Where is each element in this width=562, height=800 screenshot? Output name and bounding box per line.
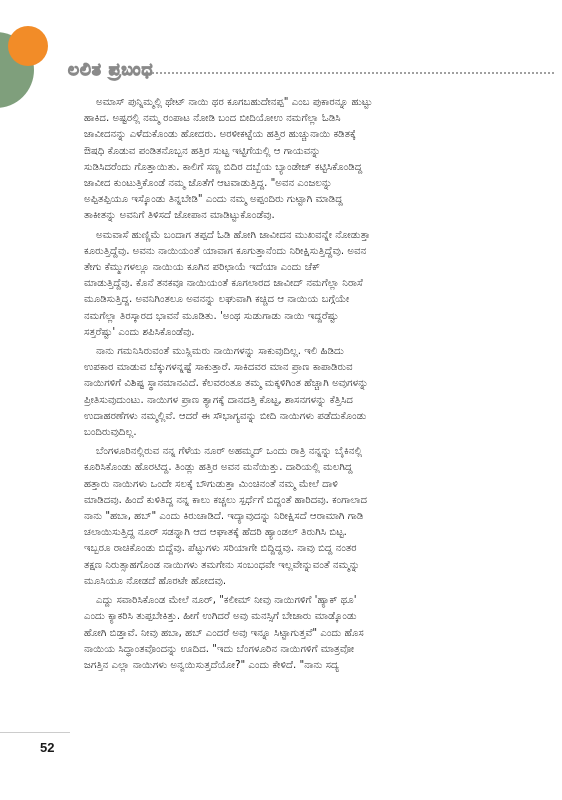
text-line: ತೇಗು ಕೆಮ್ಮುಗಳಲ್ಲೂ ನಾಯಿಯ ಕೂಗಿನ ಪರಿಛಾಯೆ ಇದೆಯಾ ಎಂದು ಚೆಕ್ (84, 262, 320, 274)
text-line: ಉಪಕಾರ ಮಾಡುವ ಬೆಕ್ಕುಗಳನ್ನಷ್ಟೆ ಸಾಕುತ್ತಾರೆ. ಸಾಕಿದವರ ಮಾನ ಪ್ರಾಣ ಕಾಪಾಡಿರುವ (84, 362, 353, 374)
text-line: ನಾಯಿಗಳಿಗೆ ವಿಶಿಷ್ಟ ಸ್ಥಾನಮಾನವಿದೆ. ಕೆಲವರಂತೂ ತಮ್ಮ ಮಕ್ಕಳಿಗಿಂತ ಹೆಚ್ಚಾಗಿ ಅವುಗಳನ್ನು (84, 378, 369, 390)
text-line: ಇಬ್ಬರೂ ರಾಚಿಕೊಂಡು ಬಿದ್ದೆವು. ಪೆಟ್ಟುಗಳು ಸರಿಯಾಗೇ ಬಿದ್ದಿದ್ದವು. ನಾವು ಬಿದ್ದ ನಂತರ (84, 543, 357, 555)
page-number: 52 (40, 740, 55, 755)
text-line: ನಾನು "ಹಬಾ, ಹಬ್" ಎಂದು ಕಿರುಚಾಡಿದೆ. ಇದ್ಯಾವುದನ್ನು ನಿರೀಕ್ಷಿಸದೆ ಆರಾಮಾಗಿ ಗಾಡಿ (84, 511, 364, 523)
text-line: ಔಷಧಿ ಕೊಡುವ ಪಂಡಿತನೊಬ್ಬನ ಹತ್ತಿರ ಸುಟ್ಟ ಇಟ್ಟಿಗೆಯಲ್ಲಿ ಆ ಗಾಯವನ್ನು (84, 145, 321, 157)
text-line: ಅಮವಾಸೆ ಹುಣ್ಣಿಮೆ ಬಂದಾಗ ತಪ್ಪದೆ ಓಡಿ ಹೋಗಿ ಜಾವೀದನ ಮುಖವನ್ನೇ ನೋಡುತ್ತಾ (96, 229, 371, 241)
text-line: ಅಮಾಸ್ ಪುನ್ನಿಮ್ಮಲ್ಲಿ ಥೇಟ್ ನಾಯಿ ಥರ ಕೂಗಬಹುದೇನಪ್ಪ" ಎಂಬ ಪುಕಾರನ್ನೂ ಹುಟ್ಟು (96, 97, 373, 108)
footer-rule (0, 732, 70, 733)
text-line: ಹೋಗಿ ಬಿಡ್ತಾವೆ. ನೀವು ಹಬಾ, ಹಬ್ ಎಂದರೆ ಅವು ಇನ್ನೂ ಸಿಟ್ಟಾಗುತ್ತವೆ" ಎಂದು ಹೊಸ (84, 627, 364, 639)
paragraph (84, 228, 478, 341)
decorative-orange-circle (8, 26, 48, 66)
text-line: ಹಾಕಿದ. ಅಷ್ಟರಲ್ಲಿ ನಮ್ಮ ರಂಪಾಟ ನೋಡಿ ಬಂದ ಬೀದಿಯೋಉ ನಮಗೆಲ್ಲಾ ಓಡಿಸಿ (84, 113, 341, 125)
text-line: ಕೂರಿಸಿಕೊಂಡು ಹೊರಟಿದ್ದ. ತಿಂಡ್ಲು ಹತ್ತಿರ ಅವನ ಮನೆಯಿತ್ತು. ದಾರಿಯಲ್ಲಿ ಮಲಗಿದ್ದ (84, 462, 353, 474)
text-line: ಮೂಡಿಸುತ್ತಿದ್ದ. ಅವನಿಗಿಂತಲೂ ಅವನನ್ನು ಲಘುವಾಗಿ ಕಚ್ಚಿದ ಆ ನಾಯಿಯ ಬಗ್ಗೆಯೇ (84, 294, 350, 306)
text-line: ಮಾಡುತ್ತಿದ್ದೆವು. ಕೊನೆ ತನಕವೂ ನಾಯಿಯಂತೆ ಕೂಗಲಾರದ ಜಾವೀದ್ ನಮಗೆಲ್ಲಾ ನಿರಾಸೆ (84, 278, 363, 290)
text-line: ತಾಕೀತನ್ನು ಅವನಿಗೆ ತಿಳಿಸದೆ ಜೋಪಾನ ಮಾಡಿಟ್ಟುಕೊಂಡೆವು. (84, 210, 275, 222)
text-line: ಅಪ್ಪಿತಪ್ಪಿಯೂ ಇಸ್ಕೊಂಡು ತಿನ್ನಬೇಡಿ" ಎಂದು ನಮ್ಮ ಅಪ್ಪಂದಿರು ಗುಟ್ಟಾಗಿ ಮಾಡಿದ್ದ (84, 194, 343, 206)
text-line: ಉದಾಹರಣೆಗಳು ನಮ್ಮಲ್ಲಿವೆ. ಆದರೆ ಈ ಸೌಭಾಗ್ಯವನ್ನು ಬೀದಿ ನಾಯಿಗಳು ಪಡೆದುಕೊಂಡು (84, 410, 367, 422)
text-line: ಎಂದು ಕ್ಯಾಕರಿಸಿ ತುಪ್ಪಬೇಕಿತ್ತು. ಹೀಗೆ ಉಗಿದರೆ ಅವು ಮನಸ್ಸಿಗೆ ಬೇಜಾರು ಮಾಡ್ಕೊಂಡು (84, 611, 357, 623)
text-line: ಎದ್ದು ಸವಾರಿಸಿಕೊಂಡ ಮೇಲೆ ನೂರ್, "ಕಲೀಮ್ ನೀವು ನಾಯಿಗಳಿಗೆ 'ಹ್ಯಾಕ್ ಥೂ' (96, 595, 357, 607)
header-dotted-rule (152, 72, 554, 74)
paragraph (84, 593, 478, 674)
paragraph (84, 444, 478, 590)
text-line: ಜಗತ್ತಿನ ಎಲ್ಲಾ ನಾಯಿಗಳು ಅನ್ವಯಿಸುತ್ತದೆಯೋ?" ಎಂದು ಕೇಳಿದೆ. "ನಾನು ಸದ್ಯ (84, 659, 339, 671)
text-line: ಜಾವೀದ ಕುಂಟುತ್ತಿಕೊಂಡೆ ನಮ್ಮ ಜೊತೆಗೆ ಆಟವಾಡುತ್ತಿದ್ದ. "ಅವನ ಎಂಜಲನ್ನು (84, 178, 333, 190)
text-line: ಹತ್ತಾರು ನಾಯಿಗಳು ಒಂದೇ ಸಲಕ್ಕೆ ಬೌಗುಡುತ್ತಾ ಮಿಂಚಿನಂತೆ ನಮ್ಮ ಮೇಲೆ ದಾಳಿ (84, 478, 338, 490)
text-line: ಜಾವೀದನನ್ನು ಎಳೆದುಕೊಂಡು ಹೋದರು. ಅರಳೀಕಟ್ಟೆಯ ಹತ್ತಿರ ಹುಚ್ಚುನಾಯಿ ಕಡಿತಕ್ಕೆ (84, 129, 356, 141)
text-line: ಸತ್ತರೆಷ್ಟು' ಎಂದು ಶಪಿಸಿಕೊಂಡೆವು. (84, 326, 195, 338)
text-line: ಮಾಡಿದವು. ಹಿಂದೆ ಕುಳಿತಿದ್ದ ನನ್ನ ಕಾಲು ಕಚ್ಚಲು ಸ್ಪರ್ಧೆಗೆ ಬಿದ್ದಂತೆ ಹಾರಿದವು. ಕಂಗಾಲಾದ (84, 494, 368, 506)
paragraph (84, 344, 478, 441)
section-title: ಲಲಿತ ಪ್ರಬಂಧ (68, 60, 154, 80)
text-line: ನಮಗೆಲ್ಲಾ ತಿರಸ್ಕಾರದ ಭಾವನೆ ಮೂಡಿತು. 'ಅಂಥ ಸುಡುಗಾಡು ನಾಯಿ ಇದ್ದರೆಷ್ಟು (84, 310, 339, 322)
paragraph (84, 95, 478, 225)
text-line: ತಕ್ಷಣ ನಿರುತ್ಸಾಹಗೊಂಡ ನಾಯಿಗಳು ತಮಗೇನು ಸಂಬಂಧವೇ ಇಲ್ಲವೇನ್ನುವಂತೆ ನಮ್ಮನ್ನು (84, 559, 360, 571)
text-line: ನಾನು ಗಮನಿಸಿರುವಂತೆ ಮುಸ್ಲಿಮರು ನಾಯಿಗಳನ್ನು ಸಾಕುವುದಿಲ್ಲ. ಇಲಿ ಹಿಡಿದು (96, 346, 344, 358)
text-line: ಮೂಸಿಯೂ ನೋಡದೆ ಹೊರಟೇ ಹೋದವು. (84, 575, 227, 587)
text-line: ಬೆಂಗಳೂರಿನಲ್ಲಿರುವ ನನ್ನ ಗೆಳೆಯ ನೂರ್ ಅಹಮ್ಮದ್ ಒಂದು ರಾತ್ರಿ ನನ್ನನ್ನು ಬೈಕಿನಲ್ಲಿ (96, 446, 363, 458)
text-line: ನಾಯಿಯ ಸಿದ್ಧಾಂತವೊಂದನ್ನು ಊದಿದ. "ಇದು ಬೆಂಗಳೂರಿನ ನಾಯಿಗಳಿಗೆ ಮಾತ್ರವೋ (84, 643, 355, 655)
text-line: ಪ್ರೀತಿಸುವುದುಂಟು. ನಾಯಿಗಳ ಪ್ರಾಣ ತ್ಯಾಗಕ್ಕೆ ದಾನದತ್ತಿ ಕೊಟ್ಟ, ಶಾಸನಗಳನ್ನು ಕೆತ್ತಿಸಿದ (84, 394, 353, 406)
text-line: ಬಂದಿರುವುದಿಲ್ಲ. (84, 427, 137, 439)
body-text (84, 95, 478, 677)
text-line: ಸುಡಿಸಿದರೆಂದು ಗೊತ್ತಾಯಿತು. ಕಾಲಿಗೆ ಸಣ್ಣ ಬಿದಿರ ದಬ್ಬೆಯ ಬ್ಯಾಂಡೇಜ್ ಕಟ್ಟಿಸಿಕೊಂಡಿದ್ದ (84, 161, 363, 173)
text-line: ಚಲಾಯಿಸುತ್ತಿದ್ದ ನೂರ್ ಸಡನ್ನಾಗಿ ಆದ ಆಘಾತಕ್ಕೆ ಹೆದರಿ ಹ್ಯಾಂಡಲ್ ತಿರುಗಿಸಿ ಬಿಟ್ಟ. (84, 527, 347, 539)
text-line: ಕೂರುತ್ತಿದ್ದೆವು. ಅವನು ನಾಯಿಯಂತೆ ಯಾವಾಗ ಕೂಗುತ್ತಾನೆಂದು ನಿರೀಕ್ಷಿಸುತ್ತಿದ್ದೆವು. ಅವನ (84, 245, 367, 257)
